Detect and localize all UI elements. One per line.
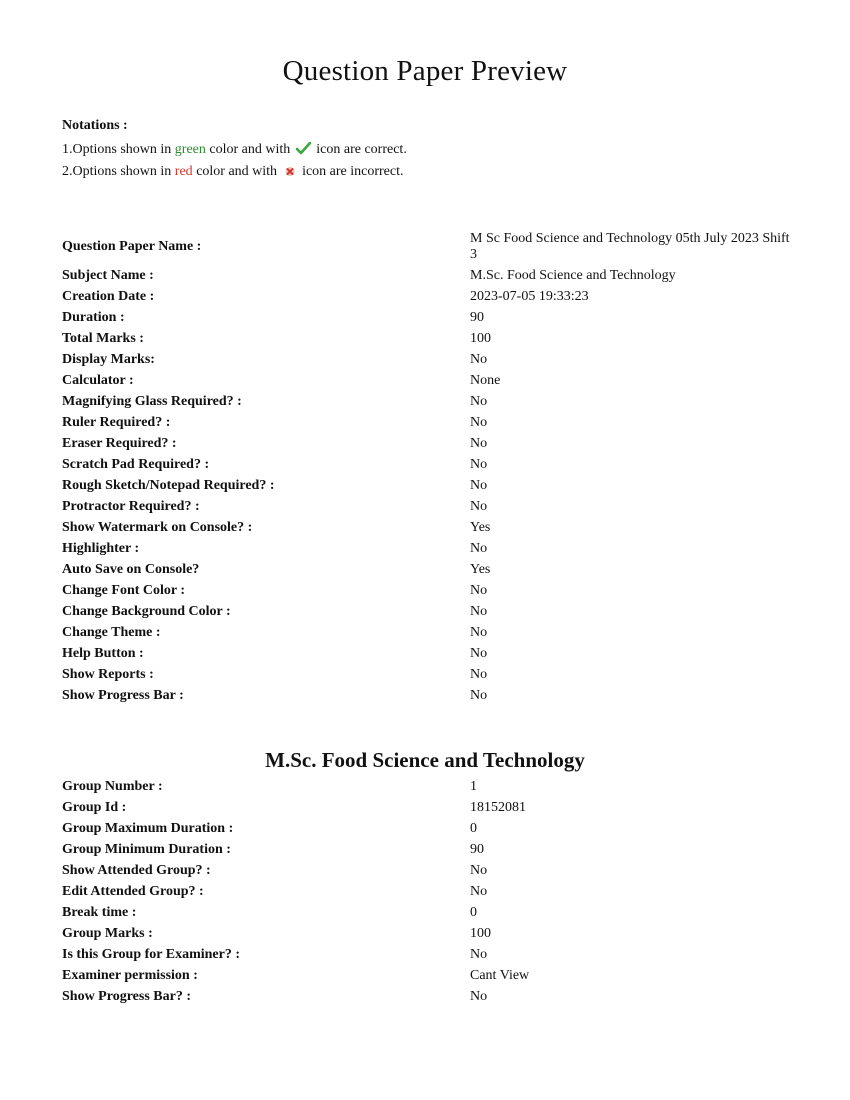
notation-red-word: red — [174, 164, 193, 179]
notations-heading: Notations : — [62, 118, 128, 133]
group-detail-row — [62, 776, 802, 797]
group-detail-row — [62, 986, 802, 1007]
paper-detail-row — [62, 496, 802, 517]
paper-detail-row — [62, 538, 802, 559]
field-value: No — [470, 603, 488, 619]
field-value: M.Sc. Food Science and Technology — [470, 267, 676, 283]
paper-details-table — [62, 229, 802, 706]
field-value: 0 — [470, 904, 477, 920]
field-label: Group Id : — [62, 799, 127, 815]
group-detail-row — [62, 839, 802, 860]
paper-detail-row — [62, 286, 802, 307]
cross-icon — [283, 164, 297, 184]
field-label: Protractor Required? : — [62, 498, 200, 514]
notation-correct-middle: color and with — [205, 142, 294, 157]
field-label: Edit Attended Group? : — [62, 883, 204, 899]
paper-detail-row — [62, 664, 802, 685]
field-value: No — [470, 435, 488, 451]
field-label: Group Maximum Duration : — [62, 820, 234, 836]
paper-detail-row — [62, 265, 802, 286]
field-value: No — [470, 456, 488, 472]
field-label: Magnifying Glass Required? : — [62, 393, 242, 409]
notation-correct — [62, 140, 407, 162]
group-detail-row — [62, 818, 802, 839]
field-label: Calculator : — [62, 372, 134, 388]
field-label: Display Marks: — [62, 351, 155, 367]
field-value: Yes — [470, 561, 491, 577]
field-value: No — [470, 666, 488, 682]
field-value: No — [470, 624, 488, 640]
field-value: None — [470, 372, 501, 388]
field-value: No — [470, 414, 488, 430]
check-icon — [296, 142, 311, 162]
section-title: M.Sc. Food Science and Technology — [265, 748, 585, 772]
field-value: 18152081 — [470, 799, 526, 815]
field-label: Group Number : — [62, 778, 163, 794]
field-value: No — [470, 946, 488, 962]
group-detail-row — [62, 860, 802, 881]
paper-detail-row — [62, 454, 802, 475]
field-label: Break time : — [62, 904, 137, 920]
field-label: Scratch Pad Required? : — [62, 456, 210, 472]
field-label: Ruler Required? : — [62, 414, 171, 430]
group-detail-row — [62, 923, 802, 944]
page-title: Question Paper Preview — [282, 55, 568, 87]
field-value: No — [470, 540, 488, 556]
field-label: Eraser Required? : — [62, 435, 177, 451]
paper-detail-row — [62, 370, 802, 391]
notation-incorrect — [62, 162, 407, 184]
field-value: No — [470, 498, 488, 514]
field-label: Show Progress Bar? : — [62, 988, 191, 1004]
field-value: Yes — [470, 519, 491, 535]
field-value: Cant View — [470, 967, 530, 983]
field-label: Change Background Color : — [62, 603, 231, 619]
field-value: No — [470, 582, 488, 598]
notation-correct-prefix: 1.Options shown in — [62, 142, 175, 157]
field-label: Help Button : — [62, 645, 144, 661]
paper-detail-row — [62, 580, 802, 601]
notation-incorrect-middle: color and with — [192, 164, 281, 179]
paper-detail-row — [62, 349, 802, 370]
field-label: Show Watermark on Console? : — [62, 519, 253, 535]
group-detail-row — [62, 797, 802, 818]
field-value: No — [470, 862, 488, 878]
field-label: Show Attended Group? : — [62, 862, 211, 878]
field-label: Auto Save on Console? — [62, 561, 200, 577]
group-detail-row — [62, 944, 802, 965]
paper-detail-row — [62, 559, 802, 580]
paper-detail-row — [62, 412, 802, 433]
field-value: 100 — [470, 925, 491, 941]
notations-block — [62, 118, 407, 184]
notation-correct-suffix: icon are correct. — [312, 142, 407, 157]
field-value: No — [470, 988, 488, 1004]
paper-detail-row — [62, 307, 802, 328]
field-label: Creation Date : — [62, 288, 155, 304]
field-label: Question Paper Name : — [62, 239, 202, 254]
field-value: M Sc Food Science and Technology 05th July 2023 Shift 3 — [470, 231, 790, 262]
paper-detail-row — [62, 601, 802, 622]
field-label: Show Progress Bar : — [62, 687, 184, 703]
field-label: Duration : — [62, 309, 125, 325]
field-value: 100 — [470, 330, 491, 346]
group-detail-row — [62, 965, 802, 986]
field-label: Group Marks : — [62, 925, 153, 941]
field-value: 90 — [470, 841, 484, 857]
field-value: No — [470, 393, 488, 409]
field-label: Total Marks : — [62, 330, 144, 346]
field-label: Subject Name : — [62, 267, 154, 283]
notation-incorrect-suffix: icon are incorrect. — [298, 164, 404, 179]
paper-detail-row — [62, 685, 802, 706]
paper-detail-row — [62, 517, 802, 538]
field-label: Show Reports : — [62, 666, 154, 682]
paper-detail-row — [62, 328, 802, 349]
field-label: Change Font Color : — [62, 582, 186, 598]
field-label: Is this Group for Examiner? : — [62, 946, 240, 962]
field-label: Group Minimum Duration : — [62, 841, 231, 857]
field-value: 1 — [470, 778, 477, 794]
field-value: 0 — [470, 820, 477, 836]
paper-detail-row — [62, 391, 802, 412]
paper-detail-row — [62, 229, 802, 265]
field-value: No — [470, 351, 488, 367]
field-value: No — [470, 645, 488, 661]
paper-detail-row — [62, 433, 802, 454]
field-label: Examiner permission : — [62, 967, 198, 983]
group-detail-row — [62, 902, 802, 923]
notation-green-word: green — [174, 142, 206, 157]
field-value: 2023-07-05 19:33:23 — [470, 288, 589, 304]
field-value: No — [470, 883, 488, 899]
field-label: Change Theme : — [62, 624, 161, 640]
paper-detail-row — [62, 475, 802, 496]
paper-detail-row — [62, 622, 802, 643]
notation-incorrect-prefix: 2.Options shown in — [62, 164, 175, 179]
field-label: Rough Sketch/Notepad Required? : — [62, 477, 275, 493]
field-value: 90 — [470, 309, 484, 325]
field-value: No — [470, 687, 488, 703]
field-value: No — [470, 477, 488, 493]
paper-detail-row — [62, 643, 802, 664]
group-details-table — [62, 776, 802, 1007]
field-label: Highlighter : — [62, 540, 140, 556]
group-detail-row — [62, 881, 802, 902]
